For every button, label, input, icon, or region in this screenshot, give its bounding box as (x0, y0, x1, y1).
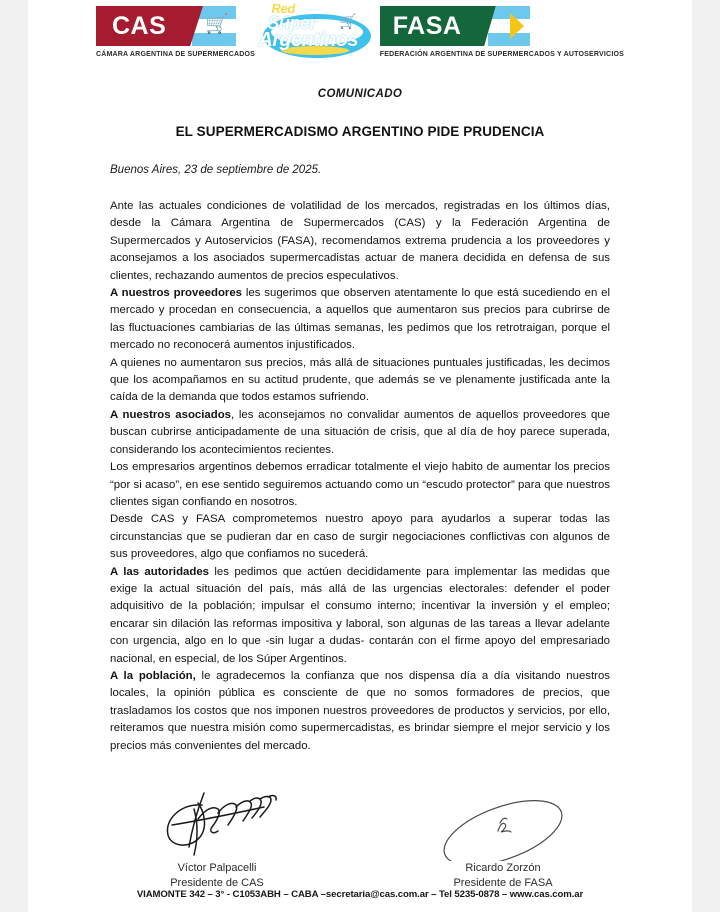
rsa-logo-mark (257, 2, 377, 68)
document-paragraph: A quienes no aumentaron sus precios, más allá de situaciones puntuales justificadas, les decimos que los acompañamos en su actitud prudente, que además se ve plenamente justificada ante la caída de la demanda que todos estamos sufriendo. (110, 356, 610, 404)
document-paragraph: A nuestros asociados, les aconsejamos no convalidar aumentos de aquellos proveedores que buscan cubrirse anticipadamente de una situación de crisis, que al día de hoy parece superada, considerando los acontecimientos recientes. (110, 408, 610, 456)
document-kicker: COMUNICADO (317, 88, 403, 100)
document-paragraph: A la población, le agradecemos la confianza que nos dispensa día a día visitando nuestros locales, la opinión pública es consciente de que no somos formadores de precios, que trasladamos los costos que nos imponen nuestros proveedores de productos y servicios, por ello, reiteramos que nuestra misión como supermercadistas, es brindar siempre el mejor servicio y los precios más convenientes del mercado. (110, 669, 610, 752)
cas-wordmark: CAS (112, 12, 167, 40)
logo-fasa (380, 6, 624, 59)
document-body (28, 88, 692, 891)
document-paragraph: A las autoridades les pedimos que actúen decididamente para implementar las medidas que exige la actual situación del país, más allá de las urgencias electorales: defender el poder adquisitivo de la población; impulsar el consumo interno; incentivar la inversión y el empleo; encarar sin dilación las reformas impositiva y laboral, son algunas de las tareas a llevar adelante con urgencia, algo en lo que -sin lugar a dudas- contarán con el firme apoyo del empresariado nacional, en especial, de los Súper Argentinos. (110, 565, 610, 665)
document-paragraphs (110, 198, 610, 755)
paragraph-lead: A las autoridades (110, 565, 209, 578)
document-paragraph: A nuestros proveedores les sugerimos que observen atentamente lo que está sucediendo en el mercado y procedan en consecuencia, a aquellos que aumentaron sus precios para cubrirse de las fluctuaciones cambiarias de las últimas semanas, les pedimos que los retrotraigan, porque el mercado no reconocerá aumentos injustificados. (110, 287, 611, 352)
paragraph-lead: A nuestros proveedores (110, 287, 243, 300)
document-paragraph: Los empresarios argentinos debemos erradicar totalmente el viejo habito de aumentar los precios “por si acaso”, en ese sentido seguiremos actuando como un “escudo protector” para que nuestros clientes sigan confiando en nosotros. (110, 461, 610, 508)
paragraph-lead: A la población, (110, 669, 196, 682)
shopping-cart-icon: 🛒 (205, 14, 229, 35)
page-title: EL SUPERMERCADISMO ARGENTINO PIDE PRUDENCIA (175, 124, 545, 139)
logo-header (28, 0, 692, 72)
signature-block-fasa (408, 789, 598, 891)
document-footer: VIAMONTE 342 – 3° - C1053ABH – CABA –secretaria@cas.com.ar – Tel 5235-0878 – www.cas.com.ar (136, 889, 584, 900)
cas-logo-mark (96, 6, 236, 46)
fasa-subtitle: FEDERACIÓN ARGENTINA DE SUPERMERCADOS Y AUTOSERVICIOS (379, 51, 624, 58)
signature-image-zorzon (408, 789, 598, 861)
document-page (28, 0, 692, 912)
logo-red-super-argentinos (257, 1, 377, 68)
fasa-logo-mark (380, 6, 530, 46)
rsa-red-text: Red (271, 1, 296, 16)
document-paragraph: Desde CAS y FASA comprometemos nuestro apoyo para ayudarlos a superar todas las circunstancias que se pudieran dar en caso de surgir negociaciones conflictivas con algunos de sus proveedores, algo que confiamos no sucederá. (110, 513, 610, 561)
fasa-wordmark: FASA (392, 12, 462, 40)
rsa-super-text: Súper (267, 13, 316, 33)
cas-subtitle: CÁMARA ARGENTINA DE SUPERMERCADOS (96, 51, 256, 58)
signature-role: Presidente de CAS (170, 877, 264, 889)
document-paragraph: Ante las actuales condiciones de volatilidad de los mercados, registradas en los últimos días, desde la Cámara Argentina de Supermercados (CAS) y la Federación Argentina de Supermercados y Autoservicios (FASA), recomendamos extrema prudencia a los proveedores y aconsejamos a los asociados supermercadistas actuar de manera decidida en defensa de sus clientes, rechazando aumentos de precios especulativos. (110, 200, 610, 282)
document-dateline: Buenos Aires, 23 de septiembre de 2025. (110, 164, 322, 176)
signature-image-palpacelli (122, 789, 312, 861)
paragraph-lead: A nuestros asociados (110, 408, 231, 421)
signature-section (110, 789, 610, 891)
logo-cas (96, 6, 255, 59)
signature-name: Víctor Palpacelli (177, 862, 257, 874)
sun-ray-icon (510, 13, 524, 39)
shopping-cart-icon: 🛒 (339, 13, 357, 29)
signature-name: Ricardo Zorzón (465, 862, 541, 874)
signature-role: Presidente de FASA (453, 877, 553, 889)
rsa-argentinos-text: Argentinos (258, 29, 358, 51)
signature-block-cas (122, 789, 312, 891)
